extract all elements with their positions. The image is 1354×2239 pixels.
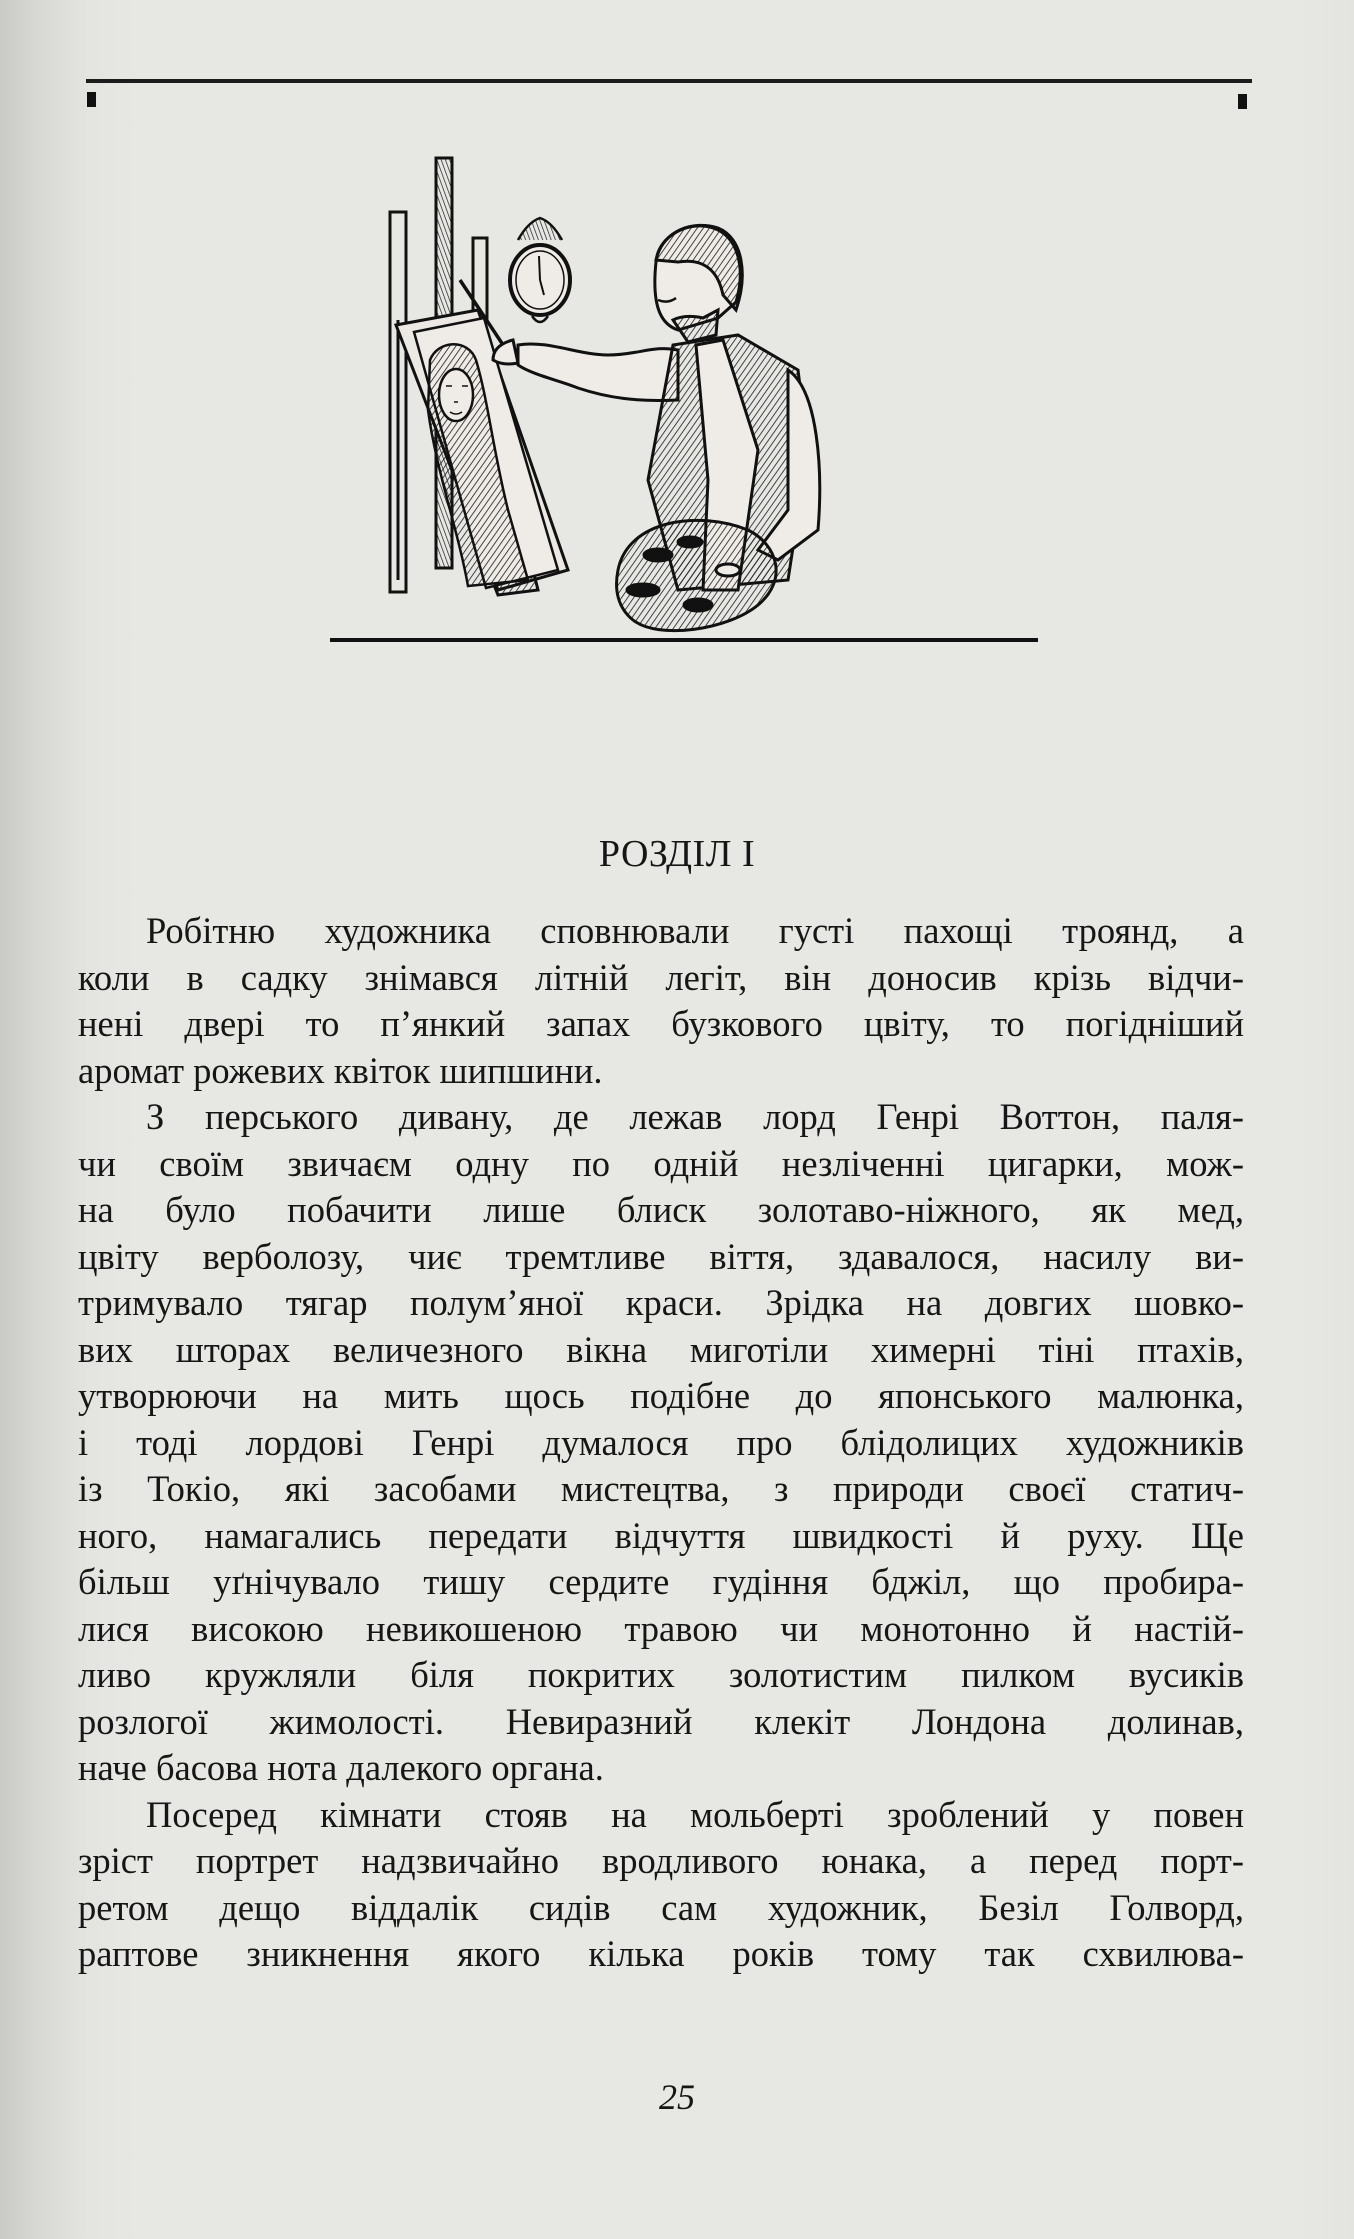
text-line: лися високою невикошеною травою чи монотонно й настій-	[78, 1607, 1244, 1649]
header-rule	[86, 79, 1252, 83]
header-marker-left	[87, 92, 96, 107]
text-line: із Токіо, які засобами мистецтва, з природи своєї статич-	[78, 1468, 1244, 1509]
text-line: на було побачити лише блиск золотаво-ніжного, як мед,	[78, 1189, 1244, 1230]
body-text	[78, 908, 1244, 1978]
text-line: коли в садку знімався літній легіт, він доносив крізь відчи-	[78, 956, 1244, 998]
text-line: ливо кружляли біля покритих золотистим пилком вусиків	[78, 1654, 1244, 1695]
painter-at-easel-illustration	[318, 150, 1058, 710]
text-line: тримувало тягар полум’яної краси. Зрідка на довгих шовко-	[78, 1282, 1244, 1323]
text-line: З перського дивану, де лежав лорд Генрі Воттон, паля-	[146, 1096, 1244, 1137]
text-line: вих шторах величезного вікна миготіли химерні тіні птахів,	[78, 1328, 1244, 1370]
text-line: аромат рожевих квіток шипшини.	[78, 1049, 603, 1091]
text-line: утворюючи на мить щось подібне до японського малюнка,	[78, 1375, 1244, 1416]
text-line: наче басова нота далекого органа.	[78, 1747, 604, 1788]
text-line: цвіту верболозу, чиє тремтливе віття, здавалося, насилу ви-	[78, 1235, 1244, 1277]
wall-clock	[510, 218, 570, 322]
text-line: нені двері то п’янкий запах бузкового цвіту, то погідніший	[78, 1003, 1244, 1044]
palette	[617, 520, 777, 630]
text-line: Посеред кімнати стояв на мольберті зроблений у повен	[146, 1793, 1244, 1835]
chapter-title: РОЗДІЛ I	[598, 833, 756, 875]
text-line: розлогої жимолості. Невиразний клекіт Лондона долинав,	[78, 1700, 1244, 1742]
text-line: ного, намагались передати відчуття швидкості й руху. Ще	[78, 1514, 1244, 1556]
text-line: і тоді лордові Генрі думалося про блідолицих художників	[78, 1421, 1244, 1463]
header-marker-right	[1238, 94, 1247, 109]
text-line: чи своїм звичаєм одну по одній незліченні цигарки, мож-	[78, 1142, 1244, 1184]
text-line: більш уґнічувало тишу сердите гудіння бджіл, що пробира-	[78, 1561, 1244, 1602]
chapter-illustration	[318, 150, 1058, 710]
page-number: 25	[659, 2077, 695, 2117]
text-line: зріст портрет надзвичайно вродливого юнака, а перед порт-	[78, 1840, 1244, 1881]
text-line: Робітню художника сповнювали густі пахощі троянд, а	[146, 910, 1244, 951]
text-line: ретом дещо віддалік сидів сам художник, Безіл Голворд,	[78, 1886, 1244, 1928]
text-line: раптове зникнення якого кілька років тому так схвилюва-	[78, 1933, 1244, 1974]
